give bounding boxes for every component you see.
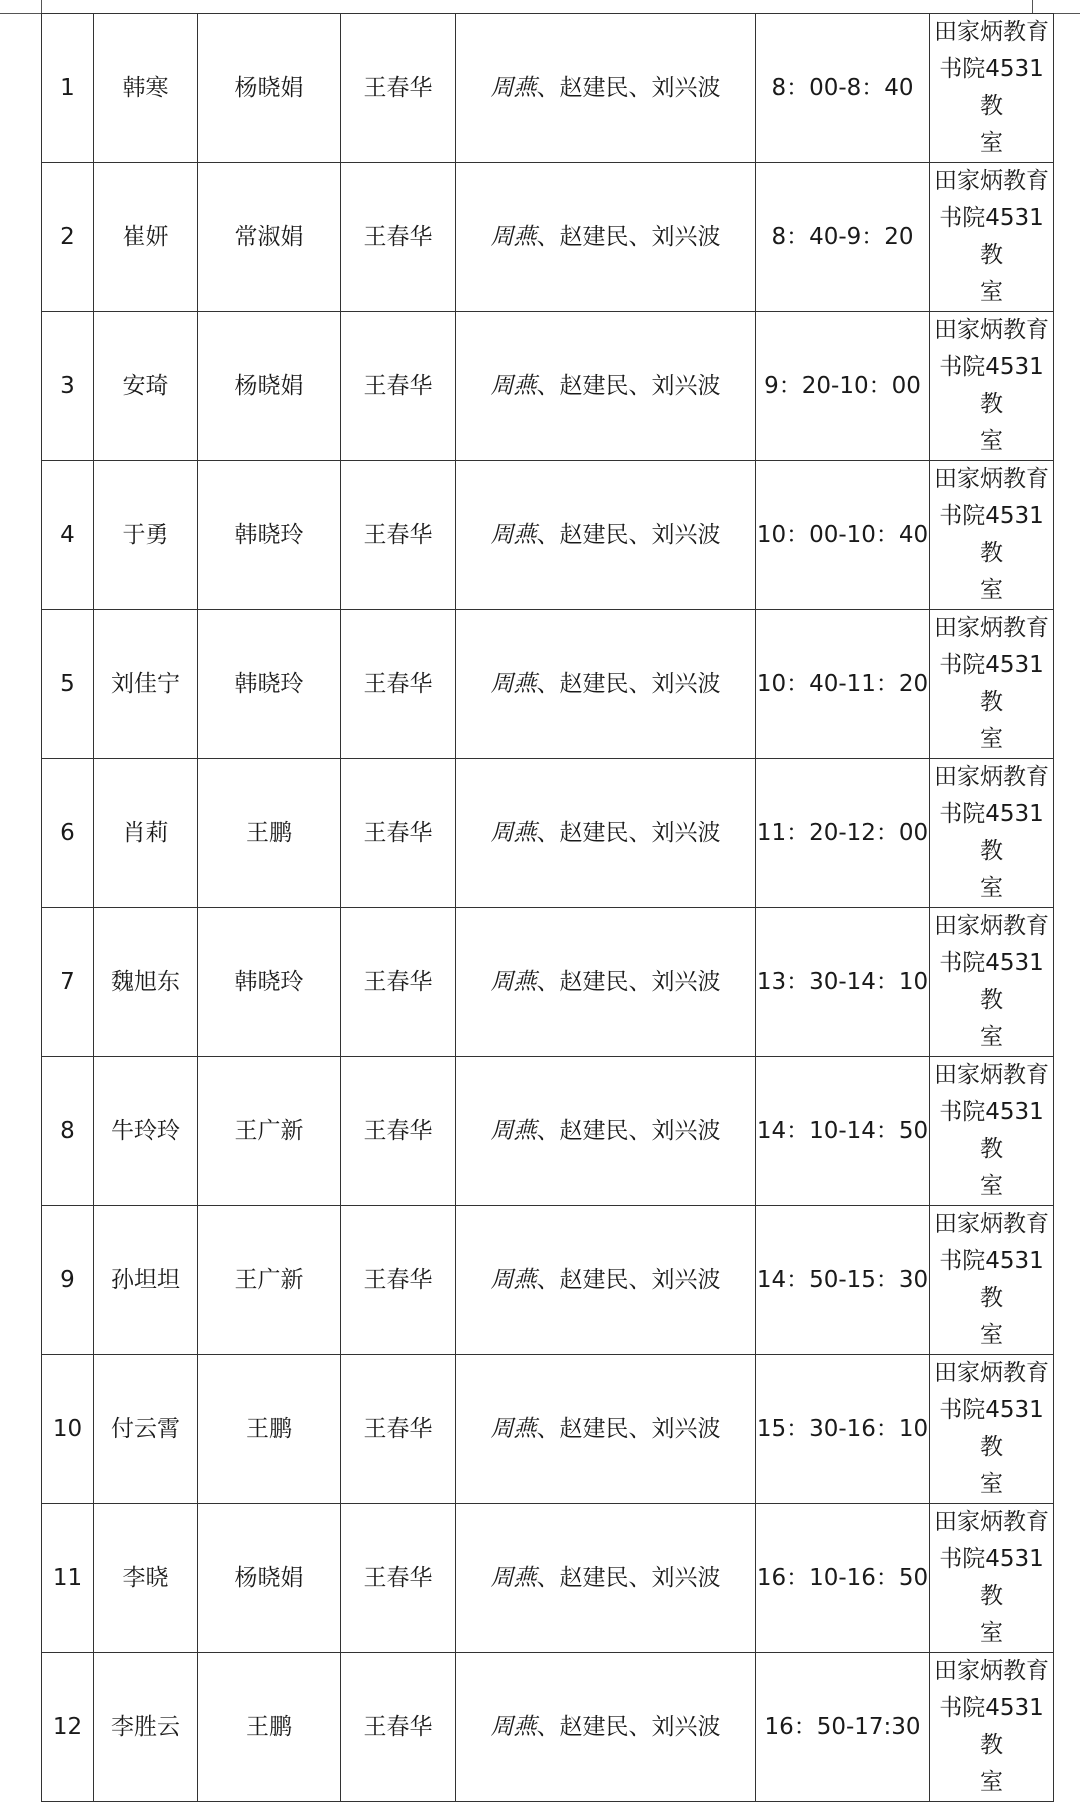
room-line: 室 (980, 1173, 1003, 1199)
time-slot-cell: 16：10-16：50 (756, 1504, 930, 1653)
room-line: 书院4531教 (939, 1099, 1044, 1162)
room-line: 室 (980, 1322, 1003, 1348)
student-name-cell: 肖莉 (94, 759, 198, 908)
seq-number-cell: 8 (42, 1057, 94, 1206)
committee-members-cell (456, 759, 756, 908)
student-name-cell: 李晓 (94, 1504, 198, 1653)
room-cell (930, 610, 1054, 759)
committee-members-cell (456, 1206, 756, 1355)
table-row (42, 759, 1054, 908)
chair-cell: 王春华 (341, 908, 456, 1057)
room-cell (930, 908, 1054, 1057)
time-slot-cell: 10：40-11：20 (756, 610, 930, 759)
supervisor-cell: 韩晓玲 (198, 610, 341, 759)
supervisor-cell: 王鹏 (198, 1355, 341, 1504)
room-cell (930, 14, 1054, 163)
room-line: 室 (980, 726, 1003, 752)
committee-member-first: 周燕 (490, 372, 537, 399)
seq-number-cell: 4 (42, 461, 94, 610)
table-row (42, 610, 1054, 759)
student-name-cell: 刘佳宁 (94, 610, 198, 759)
committee-member-first: 周燕 (490, 223, 537, 250)
room-cell (930, 1355, 1054, 1504)
table-row (42, 163, 1054, 312)
committee-member-first: 周燕 (490, 1117, 537, 1144)
committee-member-first: 周燕 (490, 968, 537, 995)
committee-members-rest: 、赵建民、刘兴波 (536, 1564, 721, 1591)
time-slot-cell: 9：20-10：00 (756, 312, 930, 461)
chair-cell: 王春华 (341, 461, 456, 610)
room-line: 田家炳教育 (934, 19, 1049, 45)
supervisor-cell: 杨晓娟 (198, 14, 341, 163)
room-line: 书院4531教 (939, 1695, 1044, 1758)
schedule-body (42, 14, 1054, 1802)
room-line: 田家炳教育 (934, 1062, 1049, 1088)
committee-members-cell (456, 1355, 756, 1504)
time-slot-cell: 11：20-12：00 (756, 759, 930, 908)
crop-mark-right-horizontal (1053, 13, 1080, 14)
seq-number-cell: 12 (42, 1653, 94, 1802)
table-row (42, 312, 1054, 461)
time-slot-cell: 10：00-10：40 (756, 461, 930, 610)
room-line: 室 (980, 577, 1003, 603)
committee-members-rest: 、赵建民、刘兴波 (536, 223, 721, 250)
room-line: 书院4531教 (939, 801, 1044, 864)
seq-number-cell: 2 (42, 163, 94, 312)
committee-member-first: 周燕 (490, 74, 537, 101)
seq-number-cell: 11 (42, 1504, 94, 1653)
student-name-cell: 孙坦坦 (94, 1206, 198, 1355)
committee-members-rest: 、赵建民、刘兴波 (536, 968, 721, 995)
room-line: 田家炳教育 (934, 1509, 1049, 1535)
room-line: 书院4531教 (939, 1248, 1044, 1311)
committee-members-rest: 、赵建民、刘兴波 (536, 1117, 721, 1144)
committee-members-rest: 、赵建民、刘兴波 (536, 521, 721, 548)
committee-members-cell (456, 610, 756, 759)
committee-member-first: 周燕 (490, 1266, 537, 1293)
chair-cell: 王春华 (341, 1057, 456, 1206)
student-name-cell: 牛玲玲 (94, 1057, 198, 1206)
room-line: 田家炳教育 (934, 764, 1049, 790)
seq-number-cell: 3 (42, 312, 94, 461)
room-line: 书院4531教 (939, 56, 1044, 119)
room-line: 室 (980, 130, 1003, 156)
student-name-cell: 李胜云 (94, 1653, 198, 1802)
committee-member-first: 周燕 (490, 1415, 537, 1442)
chair-cell: 王春华 (341, 1206, 456, 1355)
chair-cell: 王春华 (341, 1355, 456, 1504)
room-line: 书院4531教 (939, 652, 1044, 715)
table-row (42, 1057, 1054, 1206)
supervisor-cell: 韩晓玲 (198, 908, 341, 1057)
room-cell (930, 759, 1054, 908)
chair-cell: 王春华 (341, 1653, 456, 1802)
time-slot-cell: 15：30-16：10 (756, 1355, 930, 1504)
time-slot-cell: 8：00-8：40 (756, 14, 930, 163)
room-line: 田家炳教育 (934, 913, 1049, 939)
room-line: 田家炳教育 (934, 168, 1049, 194)
seq-number-cell: 5 (42, 610, 94, 759)
committee-member-first: 周燕 (490, 819, 537, 846)
chair-cell: 王春华 (341, 759, 456, 908)
chair-cell: 王春华 (341, 14, 456, 163)
chair-cell: 王春华 (341, 312, 456, 461)
supervisor-cell: 杨晓娟 (198, 1504, 341, 1653)
seq-number-cell: 9 (42, 1206, 94, 1355)
room-cell (930, 1504, 1054, 1653)
supervisor-cell: 王广新 (198, 1206, 341, 1355)
supervisor-cell: 常淑娟 (198, 163, 341, 312)
student-name-cell: 于勇 (94, 461, 198, 610)
committee-members-rest: 、赵建民、刘兴波 (536, 1415, 721, 1442)
room-line: 田家炳教育 (934, 466, 1049, 492)
time-slot-cell: 8：40-9：20 (756, 163, 930, 312)
table-row (42, 1504, 1054, 1653)
committee-member-first: 周燕 (490, 1564, 537, 1591)
table-row (42, 1206, 1054, 1355)
committee-members-rest: 、赵建民、刘兴波 (536, 1266, 721, 1293)
student-name-cell: 韩寒 (94, 14, 198, 163)
room-line: 室 (980, 875, 1003, 901)
chair-cell: 王春华 (341, 610, 456, 759)
room-line: 田家炳教育 (934, 615, 1049, 641)
chair-cell: 王春华 (341, 1504, 456, 1653)
room-cell (930, 1653, 1054, 1802)
room-cell (930, 461, 1054, 610)
room-line: 书院4531教 (939, 503, 1044, 566)
room-line: 书院4531教 (939, 1397, 1044, 1460)
committee-members-cell (456, 461, 756, 610)
committee-member-first: 周燕 (490, 670, 537, 697)
table-row (42, 908, 1054, 1057)
room-line: 田家炳教育 (934, 317, 1049, 343)
room-line: 田家炳教育 (934, 1360, 1049, 1386)
supervisor-cell: 王鹏 (198, 759, 341, 908)
committee-members-rest: 、赵建民、刘兴波 (536, 1713, 721, 1740)
crop-mark-left-vertical (41, 0, 42, 13)
table-row (42, 461, 1054, 610)
student-name-cell: 安琦 (94, 312, 198, 461)
table-row (42, 14, 1054, 163)
seq-number-cell: 1 (42, 14, 94, 163)
table-row (42, 1653, 1054, 1802)
room-cell (930, 1057, 1054, 1206)
time-slot-cell: 16：50-17:30 (756, 1653, 930, 1802)
committee-members-cell (456, 1057, 756, 1206)
committee-members-cell (456, 908, 756, 1057)
committee-member-first: 周燕 (490, 1713, 537, 1740)
committee-members-rest: 、赵建民、刘兴波 (536, 74, 721, 101)
room-line: 书院4531教 (939, 1546, 1044, 1609)
committee-members-cell (456, 1653, 756, 1802)
room-line: 室 (980, 1471, 1003, 1497)
supervisor-cell: 韩晓玲 (198, 461, 341, 610)
committee-members-cell (456, 1504, 756, 1653)
supervisor-cell: 杨晓娟 (198, 312, 341, 461)
room-line: 书院4531教 (939, 205, 1044, 268)
supervisor-cell: 王鹏 (198, 1653, 341, 1802)
committee-members-cell (456, 312, 756, 461)
committee-member-first: 周燕 (490, 521, 537, 548)
defense-schedule-table (41, 13, 1054, 1802)
committee-members-cell (456, 163, 756, 312)
room-line: 室 (980, 428, 1003, 454)
supervisor-cell: 王广新 (198, 1057, 341, 1206)
seq-number-cell: 10 (42, 1355, 94, 1504)
room-line: 室 (980, 1620, 1003, 1646)
committee-members-rest: 、赵建民、刘兴波 (536, 372, 721, 399)
room-line: 田家炳教育 (934, 1658, 1049, 1684)
time-slot-cell: 13：30-14：10 (756, 908, 930, 1057)
room-cell (930, 312, 1054, 461)
student-name-cell: 崔妍 (94, 163, 198, 312)
room-cell (930, 1206, 1054, 1355)
committee-members-cell (456, 14, 756, 163)
committee-members-rest: 、赵建民、刘兴波 (536, 819, 721, 846)
committee-members-rest: 、赵建民、刘兴波 (536, 670, 721, 697)
room-line: 室 (980, 279, 1003, 305)
room-line: 田家炳教育 (934, 1211, 1049, 1237)
room-line: 书院4531教 (939, 950, 1044, 1013)
chair-cell: 王春华 (341, 163, 456, 312)
time-slot-cell: 14：50-15：30 (756, 1206, 930, 1355)
student-name-cell: 付云霄 (94, 1355, 198, 1504)
student-name-cell: 魏旭东 (94, 908, 198, 1057)
room-line: 室 (980, 1024, 1003, 1050)
crop-mark-right-vertical (1032, 0, 1033, 13)
room-line: 室 (980, 1769, 1003, 1795)
table-row (42, 1355, 1054, 1504)
seq-number-cell: 7 (42, 908, 94, 1057)
crop-mark-left-horizontal (0, 13, 41, 14)
room-line: 书院4531教 (939, 354, 1044, 417)
seq-number-cell: 6 (42, 759, 94, 908)
time-slot-cell: 14：10-14：50 (756, 1057, 930, 1206)
room-cell (930, 163, 1054, 312)
